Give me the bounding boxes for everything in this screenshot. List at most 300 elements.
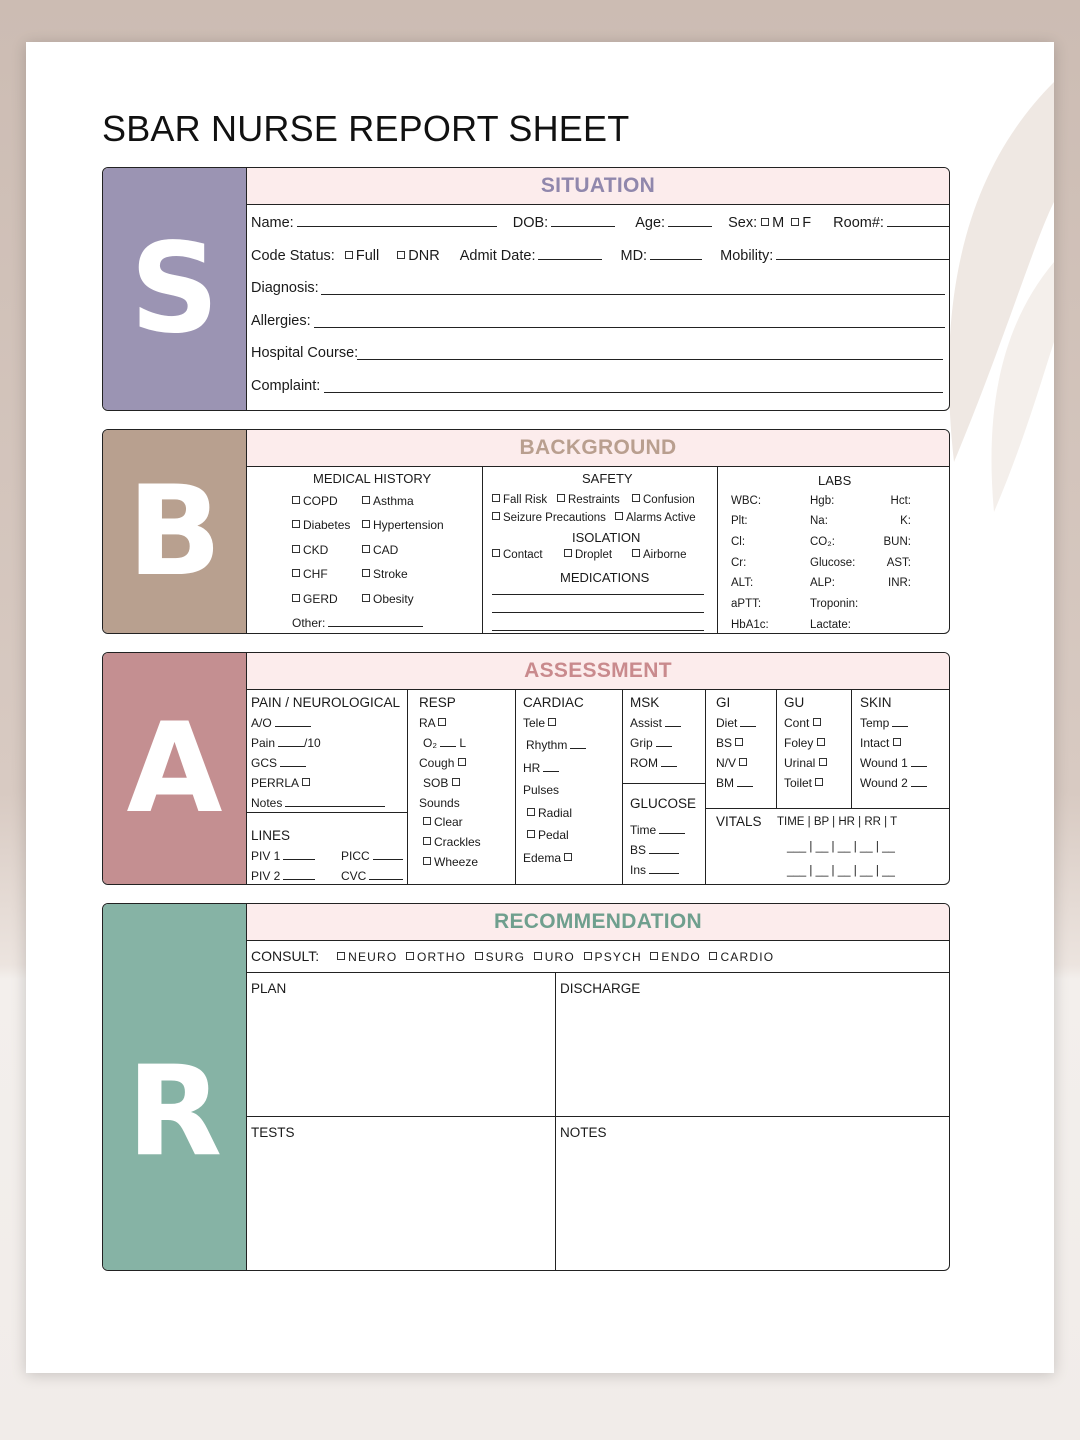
ins-field[interactable] <box>649 872 679 874</box>
diagnosis-row <box>251 280 945 296</box>
history-other-row <box>292 616 423 630</box>
crackles-label: Crackles <box>434 835 481 849</box>
medical-history-title: MEDICAL HISTORY <box>313 471 432 486</box>
assessment-divider <box>247 812 407 813</box>
contact-checkbox <box>492 549 500 557</box>
cardiac-hr-row <box>523 761 559 775</box>
tele-row[interactable] <box>523 716 559 730</box>
consult-option[interactable] <box>475 950 525 964</box>
perrla-row[interactable] <box>251 776 313 790</box>
assist-row <box>630 716 681 730</box>
resp-title: RESP <box>419 695 456 710</box>
wheeze-label: Wheeze <box>434 855 479 869</box>
isolation-droplet[interactable] <box>564 549 612 561</box>
sex-m-checkbox[interactable] <box>761 218 769 226</box>
cardiac-title: CARDIAC <box>523 695 584 710</box>
diagnosis-label: Diagnosis: <box>251 280 319 296</box>
cont-row[interactable] <box>784 716 824 730</box>
allergies-label: Allergies: <box>251 313 311 329</box>
age-field[interactable] <box>668 225 712 227</box>
cont-checkbox <box>813 718 821 726</box>
diagnosis-field[interactable] <box>321 294 945 295</box>
consult-option-label: PSYCH <box>594 950 642 964</box>
consult-option-label: SURG <box>485 950 526 964</box>
situation-body <box>247 205 949 410</box>
toilet-row[interactable] <box>784 776 826 790</box>
safety-seizure[interactable] <box>492 512 606 524</box>
wound2-row <box>860 776 927 790</box>
plan-area[interactable] <box>249 1001 551 1113</box>
airborne-checkbox <box>632 549 640 557</box>
recommendation-heading: RECOMMENDATION <box>247 904 949 941</box>
pain-scale-label: /10 <box>304 736 321 750</box>
lab-field[interactable]: WBC: <box>731 495 762 507</box>
history-other-label: Other: <box>292 616 326 630</box>
assessment-divider <box>705 690 706 884</box>
situation-section <box>102 167 950 411</box>
situation-heading: SITUATION <box>247 168 949 205</box>
history-label: Diabetes <box>303 518 351 532</box>
skin-temp-field[interactable] <box>892 725 908 727</box>
complaint-row <box>251 378 945 394</box>
msk-title: MSK <box>630 695 660 710</box>
ins-row <box>630 863 679 877</box>
rom-row <box>630 756 677 770</box>
pulses-label: Pulses <box>523 783 560 797</box>
consult-option-label: CARDIO <box>720 950 775 964</box>
md-label: MD: <box>620 248 648 264</box>
cvc-row <box>341 869 403 883</box>
history-item[interactable] <box>362 592 414 606</box>
o2-unit-label: L <box>459 736 467 750</box>
lines-title: LINES <box>251 828 291 843</box>
lab-field[interactable]: Hgb: <box>810 495 835 507</box>
perrla-label: PERRLA <box>251 776 299 790</box>
lab-field[interactable]: Glucose: <box>810 557 856 569</box>
complaint-label: Complaint: <box>251 378 321 394</box>
ao-row <box>251 716 311 730</box>
crackles-item[interactable] <box>423 835 481 849</box>
consult-option-label: ENDO <box>661 950 701 964</box>
sob-row[interactable] <box>423 776 463 790</box>
labs-title: LABS <box>818 473 852 488</box>
o2-field[interactable] <box>440 745 456 747</box>
glucose-time-label: Time <box>630 823 657 837</box>
recommendation-divider <box>247 1116 949 1117</box>
glucose-bs-row <box>630 843 679 857</box>
history-item[interactable] <box>292 567 328 581</box>
piv2-row <box>251 869 315 883</box>
tests-label: TESTS <box>251 1125 295 1140</box>
lab-field[interactable]: Troponin: <box>810 598 859 610</box>
background-divider-1 <box>482 467 483 633</box>
foley-checkbox <box>817 738 825 746</box>
vitals-row[interactable]: ___ | __ | __ | __ | __ <box>787 841 895 853</box>
picc-row <box>341 849 403 863</box>
code-status-label: Code Status: <box>251 248 335 264</box>
consult-checkbox <box>709 952 717 960</box>
recommendation-body <box>247 941 949 1270</box>
name-field[interactable] <box>297 225 497 227</box>
lab-field[interactable]: HbA1c: <box>731 619 769 631</box>
history-item[interactable] <box>292 494 338 508</box>
glucose-bs-label: BS <box>630 843 647 857</box>
safety-alarms[interactable] <box>615 512 696 524</box>
history-item[interactable] <box>362 543 398 557</box>
consult-row <box>251 948 945 964</box>
lab-field[interactable]: AST: <box>886 557 911 569</box>
vitals-title: VITALS <box>716 814 762 829</box>
sob-checkbox <box>452 778 460 786</box>
safety-confusion[interactable] <box>632 494 695 506</box>
history-item[interactable] <box>292 543 328 557</box>
assessment-divider <box>622 690 623 884</box>
ins-label: Ins <box>630 863 647 877</box>
o2-row <box>423 736 466 750</box>
situation-row-code <box>251 248 945 264</box>
background-letter: B <box>127 459 222 604</box>
alarms-checkbox <box>615 512 623 520</box>
history-label: GERD <box>303 592 338 606</box>
admit-date-label: Admit Date: <box>459 248 536 264</box>
dob-label: DOB: <box>512 215 549 231</box>
mobility-field[interactable] <box>776 258 950 260</box>
tele-checkbox <box>548 718 556 726</box>
alarms-label: Alarms Active <box>626 512 696 524</box>
recommendation-section <box>102 903 950 1271</box>
sex-f-checkbox[interactable] <box>791 218 799 226</box>
safety-title: SAFETY <box>582 471 633 486</box>
assessment-divider <box>515 690 516 884</box>
gcs-row <box>251 756 306 770</box>
safety-fall-risk[interactable] <box>492 494 547 506</box>
urinal-row[interactable] <box>784 756 830 770</box>
situation-row-identity <box>251 215 945 231</box>
gi-bs-row[interactable] <box>716 736 746 750</box>
notes-label: Notes <box>251 796 283 810</box>
clear-item[interactable] <box>423 815 463 829</box>
assist-label: Assist <box>630 716 663 730</box>
bm-row <box>716 776 753 790</box>
glucose-time-row <box>630 823 685 837</box>
airborne-label: Airborne <box>643 549 687 561</box>
hospital-course-row <box>251 345 945 361</box>
notes-label: NOTES <box>560 1125 607 1140</box>
intact-checkbox <box>893 738 901 746</box>
urinal-label: Urinal <box>784 756 816 770</box>
recommendation-divider <box>555 972 556 1270</box>
cardiac-hr-field[interactable] <box>543 770 559 772</box>
consult-option[interactable] <box>534 950 575 964</box>
consult-options <box>337 950 774 964</box>
assessment-divider <box>705 808 949 809</box>
diet-field[interactable] <box>740 725 756 727</box>
rom-field[interactable] <box>661 765 677 767</box>
crackles-checkbox <box>423 837 431 845</box>
lab-field[interactable]: Cl: <box>731 536 746 548</box>
glucose-bs-field[interactable] <box>649 852 679 854</box>
history-checkbox <box>362 496 370 504</box>
safety-restraints[interactable] <box>557 494 620 506</box>
page-title: SBAR NURSE REPORT SHEET <box>102 108 630 149</box>
history-item[interactable] <box>292 592 338 606</box>
notes-row <box>251 796 385 810</box>
dob-field[interactable] <box>551 225 615 227</box>
lab-field[interactable]: aPTT: <box>731 598 762 610</box>
recommendation-letter: R <box>126 1040 223 1184</box>
restraints-checkbox <box>557 494 565 502</box>
wound1-field[interactable] <box>911 765 927 767</box>
consult-option[interactable] <box>584 950 642 964</box>
grip-row <box>630 736 672 750</box>
history-label: CKD <box>303 543 329 557</box>
diet-row <box>716 716 756 730</box>
gi-bs-checkbox <box>735 738 743 746</box>
consult-option-label: URO <box>544 950 575 964</box>
picc-field[interactable] <box>373 858 403 860</box>
dnr-checkbox[interactable] <box>397 251 405 259</box>
pain-label: Pain <box>251 736 276 750</box>
picc-label: PICC <box>341 849 370 863</box>
allergies-field[interactable] <box>314 327 945 328</box>
foley-row[interactable] <box>784 736 828 750</box>
confusion-checkbox <box>632 494 640 502</box>
wound2-label: Wound 2 <box>860 776 908 790</box>
history-other-field[interactable] <box>328 625 423 627</box>
ra-row[interactable] <box>419 716 449 730</box>
clear-checkbox <box>423 817 431 825</box>
bm-label: BM <box>716 776 734 790</box>
history-label: Stroke <box>373 567 408 581</box>
history-item[interactable] <box>362 518 444 532</box>
sex-m-label: M <box>772 215 785 231</box>
toilet-checkbox <box>815 778 823 786</box>
full-code-label: Full <box>355 248 380 264</box>
history-label: CAD <box>373 543 399 557</box>
sex-f-label: F <box>802 215 812 231</box>
assessment-divider <box>407 690 408 884</box>
consult-option[interactable] <box>406 950 466 964</box>
wheeze-checkbox <box>423 857 431 865</box>
contact-label: Contact <box>503 549 543 561</box>
piv1-row <box>251 849 315 863</box>
history-checkbox <box>292 496 300 504</box>
confusion-label: Confusion <box>643 494 695 506</box>
radial-item[interactable] <box>527 806 572 820</box>
mobility-label: Mobility: <box>720 248 774 264</box>
lab-field[interactable]: INR: <box>888 577 911 589</box>
consult-checkbox <box>406 952 414 960</box>
history-checkbox <box>362 545 370 553</box>
cvc-label: CVC <box>341 869 367 883</box>
assessment-divider <box>851 690 852 808</box>
lab-field[interactable]: Plt: <box>731 515 748 527</box>
situation-letter-block <box>103 168 247 410</box>
history-label: COPD <box>303 494 338 508</box>
pedal-label: Pedal <box>538 828 569 842</box>
wheeze-item[interactable] <box>423 855 478 869</box>
assessment-body <box>247 690 949 884</box>
assessment-divider <box>622 783 705 784</box>
gu-title: GU <box>784 695 805 710</box>
seizure-checkbox <box>492 512 500 520</box>
rhythm-row <box>526 738 586 752</box>
history-checkbox <box>292 594 300 602</box>
admit-date-field[interactable] <box>538 258 602 260</box>
history-checkbox <box>292 545 300 553</box>
history-item[interactable] <box>292 518 350 532</box>
piv2-field[interactable] <box>283 878 315 880</box>
hospital-course-field[interactable] <box>357 359 943 360</box>
lab-field[interactable]: Cr: <box>731 557 747 569</box>
background-divider-2 <box>717 467 718 633</box>
rom-label: ROM <box>630 756 658 770</box>
complaint-field[interactable] <box>324 392 943 393</box>
room-field[interactable] <box>887 225 950 227</box>
assessment-section <box>102 652 950 885</box>
gi-bs-label: BS <box>716 736 733 750</box>
glucose-time-field[interactable] <box>659 832 685 834</box>
consult-checkbox <box>534 952 542 960</box>
isolation-airborne[interactable] <box>632 549 686 561</box>
lab-field[interactable]: K: <box>900 515 911 527</box>
lab-field[interactable]: ALT: <box>731 577 754 589</box>
background-letter-block <box>103 430 247 633</box>
cough-row[interactable] <box>419 756 469 770</box>
vitals-row[interactable]: ___ | __ | __ | __ | __ <box>787 865 895 877</box>
history-checkbox <box>292 520 300 528</box>
nv-row[interactable] <box>716 756 750 770</box>
radial-checkbox <box>527 808 535 816</box>
ao-field[interactable] <box>275 725 311 727</box>
pedal-item[interactable] <box>527 828 569 842</box>
history-checkbox <box>292 569 300 577</box>
ao-label: A/O <box>251 716 272 730</box>
lab-field[interactable]: CO₂: <box>810 536 835 548</box>
background-section <box>102 429 950 634</box>
gcs-field[interactable] <box>280 765 306 767</box>
skin-temp-label: Temp <box>860 716 890 730</box>
lab-field[interactable]: ALP: <box>810 577 835 589</box>
grip-field[interactable] <box>656 745 672 747</box>
rhythm-label: Rhythm <box>526 738 568 752</box>
lab-field[interactable]: BUN: <box>883 536 911 548</box>
isolation-title: ISOLATION <box>572 530 641 545</box>
cvc-field[interactable] <box>369 878 403 880</box>
discharge-area[interactable] <box>559 1001 947 1113</box>
nv-checkbox <box>739 758 747 766</box>
gcs-label: GCS <box>251 756 278 770</box>
assessment-letter: A <box>126 696 223 841</box>
name-label: Name: <box>251 215 294 231</box>
wound1-row <box>860 756 927 770</box>
sex-label: Sex: <box>728 215 758 231</box>
droplet-checkbox <box>564 549 572 557</box>
vitals-header: TIME | BP | HR | RR | T <box>777 816 898 828</box>
md-field[interactable] <box>650 258 702 260</box>
notes-field[interactable] <box>285 805 385 807</box>
fall-risk-label: Fall Risk <box>503 494 548 506</box>
history-item[interactable] <box>362 567 408 581</box>
assessment-divider <box>776 690 777 808</box>
seizure-label: Seizure Precautions <box>503 512 606 524</box>
background-body <box>247 467 949 633</box>
glucose-title: GLUCOSE <box>630 796 697 811</box>
situation-letter: S <box>129 217 220 361</box>
droplet-label: Droplet <box>575 549 613 561</box>
grip-label: Grip <box>630 736 653 750</box>
assist-field[interactable] <box>665 725 681 727</box>
consult-checkbox <box>337 952 345 960</box>
ra-checkbox <box>438 718 446 726</box>
urinal-checkbox <box>819 758 827 766</box>
medications-line[interactable] <box>492 594 704 595</box>
perrla-checkbox <box>302 778 310 786</box>
history-checkbox <box>362 520 370 528</box>
lab-field[interactable]: Hct: <box>890 495 911 507</box>
consult-label: CONSULT: <box>251 948 320 964</box>
cough-label: Cough <box>419 756 455 770</box>
radial-label: Radial <box>538 806 573 820</box>
consult-checkbox <box>475 952 483 960</box>
wound1-label: Wound 1 <box>860 756 908 770</box>
notes-area[interactable] <box>559 1145 947 1268</box>
edema-checkbox <box>564 853 572 861</box>
intact-label: Intact <box>860 736 890 750</box>
nv-label: N/V <box>716 756 737 770</box>
consult-option[interactable] <box>337 950 397 964</box>
gi-title: GI <box>716 695 731 710</box>
clear-label: Clear <box>434 815 463 829</box>
pain-neuro-title: PAIN / NEUROLOGICAL <box>251 695 401 710</box>
medications-title: MEDICATIONS <box>560 570 650 585</box>
edema-row[interactable] <box>523 851 575 865</box>
skin-title: SKIN <box>860 695 892 710</box>
rhythm-field[interactable] <box>570 747 586 749</box>
piv1-field[interactable] <box>283 858 315 860</box>
consult-option-label: NEURO <box>348 950 398 964</box>
foley-label: Foley <box>784 736 814 750</box>
pain-row <box>251 736 321 750</box>
tests-area[interactable] <box>249 1145 551 1268</box>
history-item[interactable] <box>362 494 414 508</box>
history-checkbox <box>362 594 370 602</box>
fall-risk-checkbox <box>492 494 500 502</box>
consult-option[interactable] <box>709 950 774 964</box>
isolation-contact[interactable] <box>492 549 543 561</box>
allergies-row <box>251 313 945 329</box>
skin-temp-row <box>860 716 908 730</box>
medications-line[interactable] <box>492 630 704 631</box>
medications-line[interactable] <box>492 612 704 613</box>
pain-field[interactable] <box>278 745 304 747</box>
full-code-checkbox[interactable] <box>345 251 353 259</box>
lab-field[interactable]: Na: <box>810 515 828 527</box>
sob-label: SOB <box>423 776 449 790</box>
consult-option[interactable] <box>650 950 700 964</box>
history-checkbox <box>362 569 370 577</box>
discharge-label: DISCHARGE <box>560 981 641 996</box>
report-sheet <box>26 42 1054 1373</box>
intact-row[interactable] <box>860 736 904 750</box>
edema-label: Edema <box>523 851 562 865</box>
wound2-field[interactable] <box>911 785 927 787</box>
history-label: Asthma <box>373 494 414 508</box>
consult-option-label: ORTHO <box>416 950 467 964</box>
bm-field[interactable] <box>737 785 753 787</box>
cough-checkbox <box>458 758 466 766</box>
lab-field[interactable]: Lactate: <box>810 619 851 631</box>
